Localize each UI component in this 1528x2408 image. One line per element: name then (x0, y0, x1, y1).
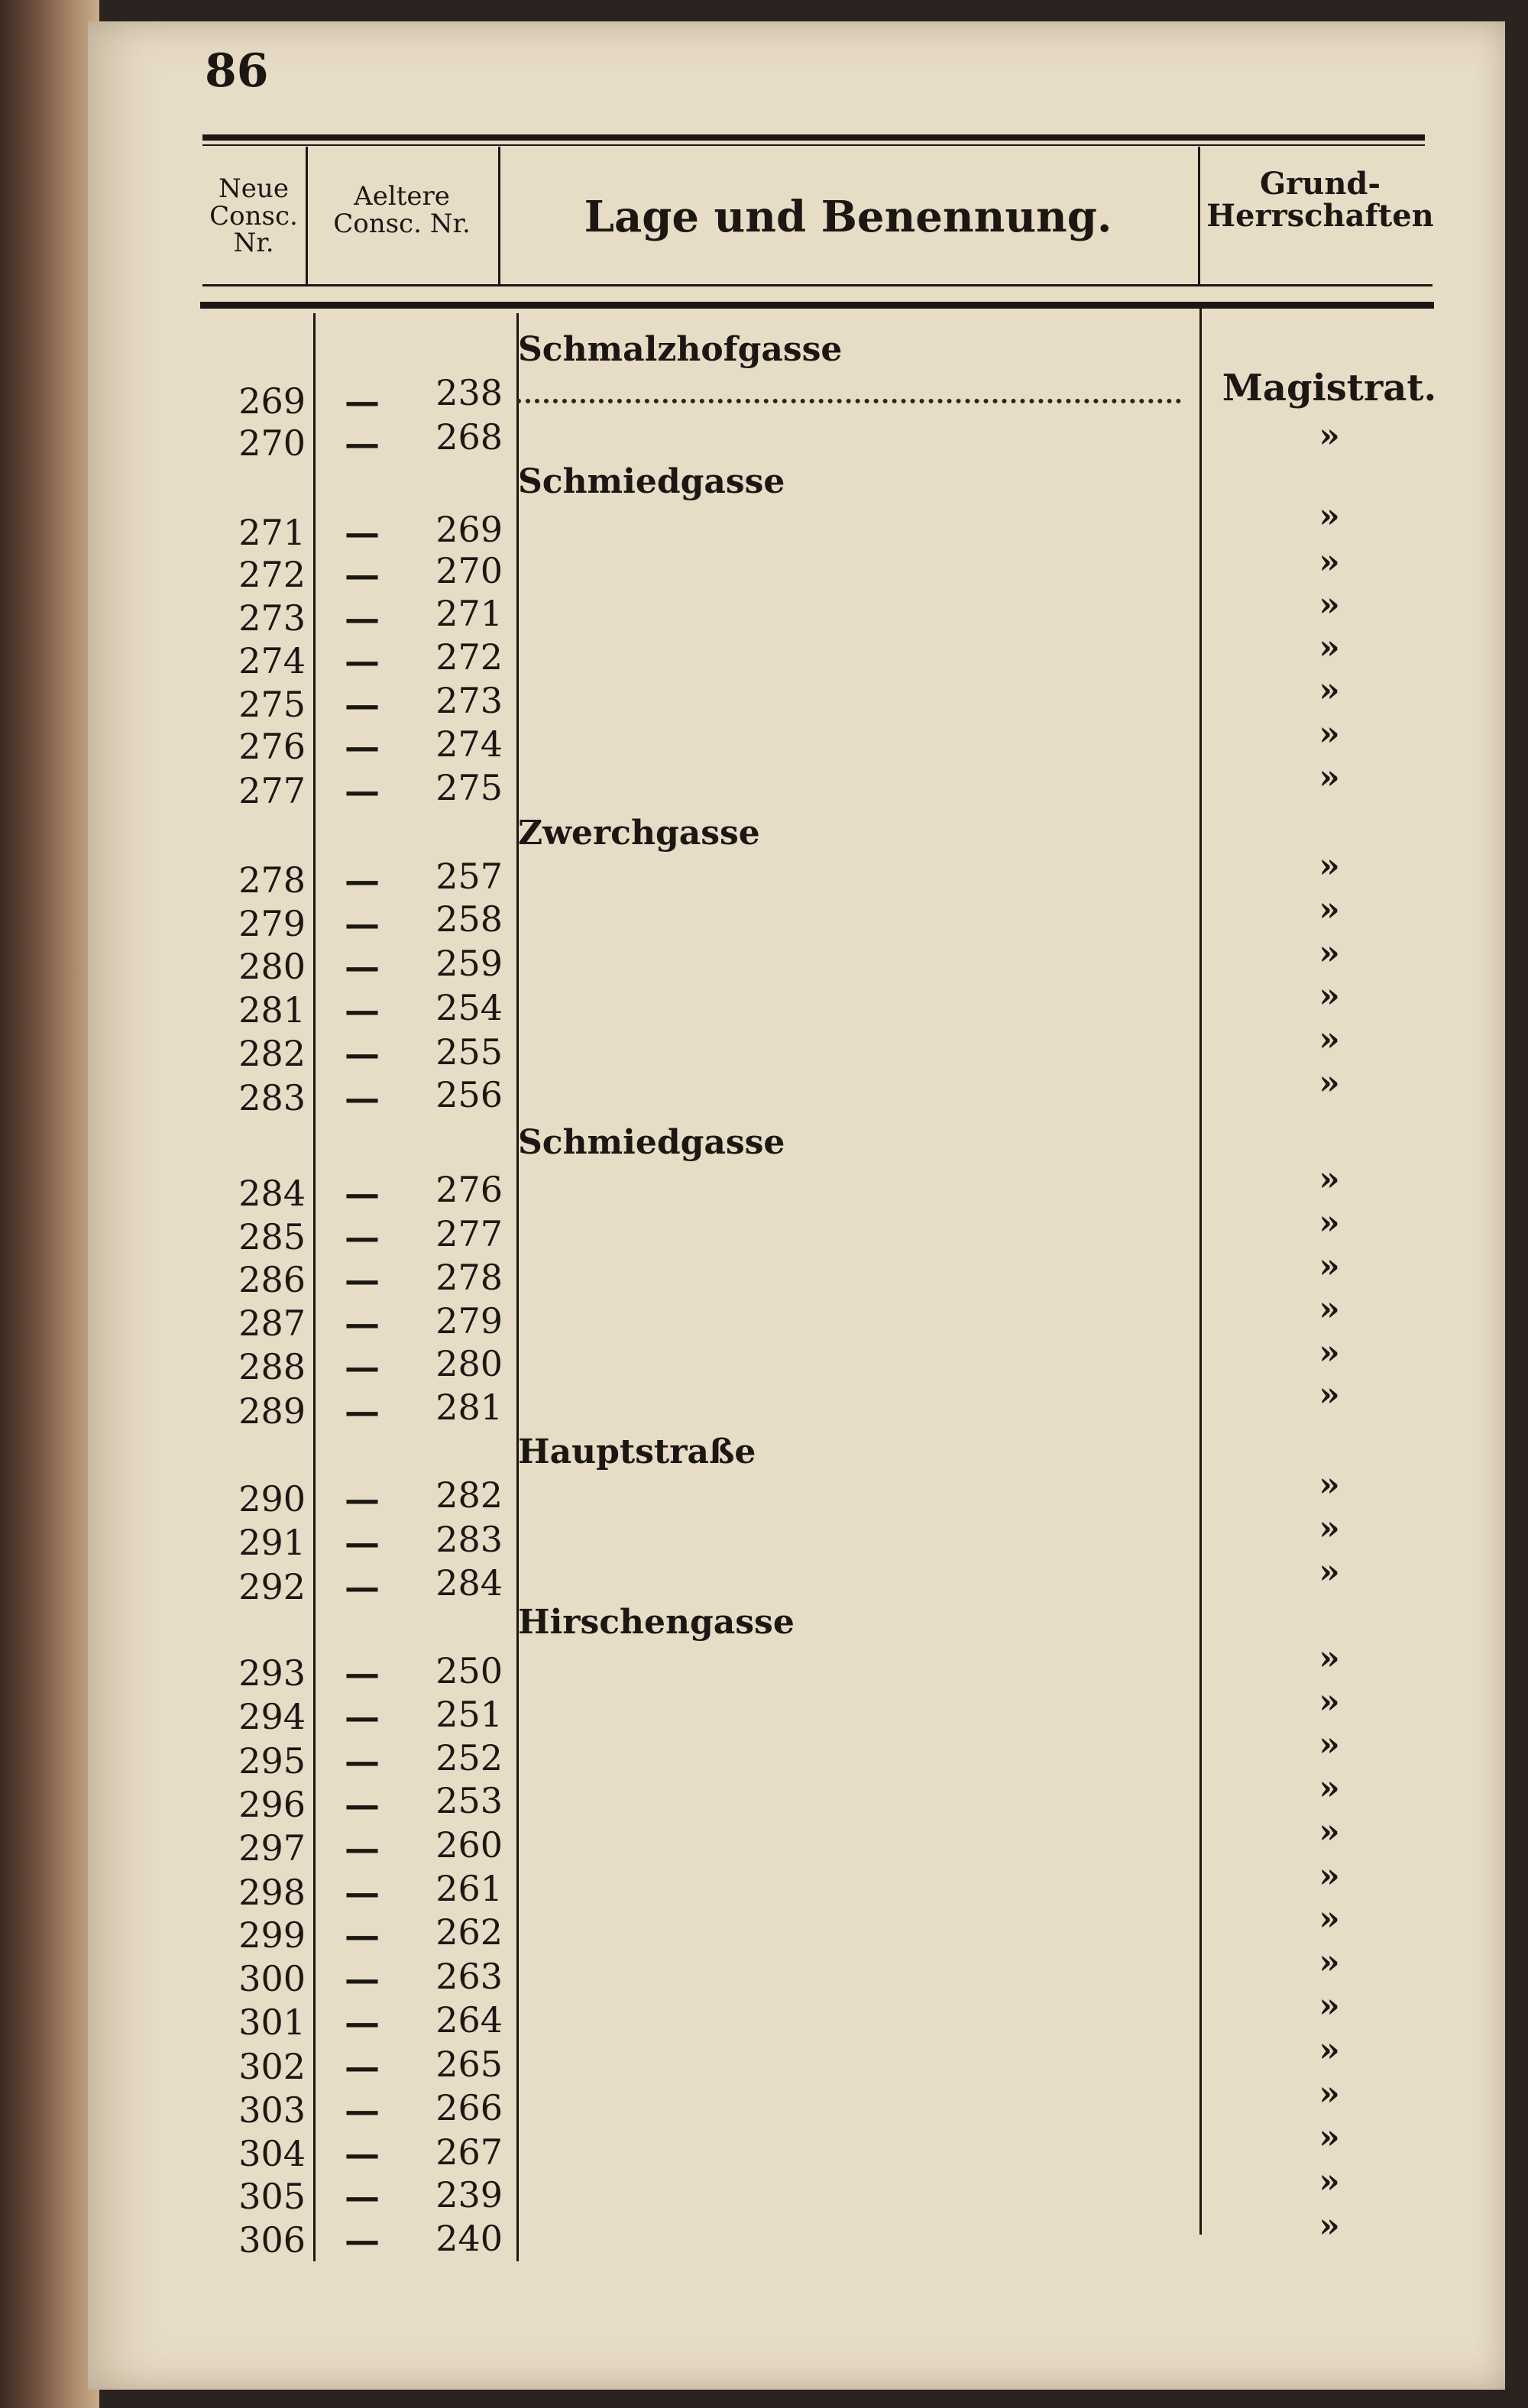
page-number: 86 (205, 44, 269, 98)
dash: — (345, 1478, 380, 1520)
neue-nr: 303 (238, 2089, 306, 2131)
neue-nr: 290 (238, 1478, 306, 1520)
dash: — (345, 859, 380, 901)
neue-nr: 289 (238, 1390, 306, 1432)
neue-nr: 291 (238, 1522, 306, 1563)
neue-nr: 299 (238, 1914, 306, 1956)
grundherrschaft: » (1319, 890, 1340, 929)
dash: — (345, 2133, 380, 2174)
grundherrschaft: » (1319, 542, 1340, 581)
dash: — (345, 1522, 380, 1563)
neue-nr: 305 (238, 2176, 306, 2217)
neue-nr: 278 (238, 859, 306, 901)
street-heading: Schmiedgasse (518, 462, 785, 501)
grundherrschaft: » (1319, 497, 1340, 536)
grundherrschaft: » (1319, 1682, 1340, 1721)
aeltere-nr: 267 (435, 2131, 503, 2173)
grundherrschaft: » (1319, 1856, 1340, 1895)
dash: — (345, 2089, 380, 2131)
grundherrschaft: » (1319, 2031, 1340, 2070)
grundherrschaft: » (1319, 1247, 1340, 1286)
column-line-2 (516, 313, 519, 2261)
leader-dots (516, 390, 1181, 403)
grundherrschaft: » (1319, 1769, 1340, 1808)
street-heading: Hauptstraße (518, 1432, 756, 1471)
grundherrschaft: » (1319, 628, 1340, 667)
header-sep-2 (498, 147, 500, 284)
dash: — (345, 1390, 380, 1432)
neue-nr: 286 (238, 1259, 306, 1300)
dash: — (345, 2046, 380, 2087)
neue-nr: 270 (238, 422, 306, 464)
aeltere-nr: 261 (435, 1868, 503, 1909)
aeltere-nr: 272 (435, 636, 503, 678)
dash: — (345, 2002, 380, 2043)
aeltere-nr: 260 (435, 1824, 503, 1866)
dash: — (345, 380, 380, 422)
grundherrschaft: » (1319, 1465, 1340, 1504)
aeltere-nr: 258 (435, 898, 503, 940)
aeltere-nr: 281 (435, 1387, 503, 1428)
dash: — (345, 684, 380, 725)
dash: — (345, 1784, 380, 1825)
grundherrschaft: » (1319, 934, 1340, 973)
dash: — (345, 422, 380, 464)
aeltere-nr: 275 (435, 767, 503, 808)
dash: — (345, 1259, 380, 1300)
neue-nr: 301 (238, 2002, 306, 2043)
dash: — (345, 1914, 380, 1956)
dash: — (345, 1827, 380, 1869)
neue-nr: 300 (238, 1958, 306, 1999)
neue-nr: 288 (238, 1346, 306, 1387)
aeltere-nr: 252 (435, 1737, 503, 1778)
grundherrschaft: » (1319, 416, 1340, 455)
grundherrschaft: » (1319, 976, 1340, 1015)
aeltere-nr: 263 (435, 1956, 503, 1997)
dash: — (345, 2219, 380, 2261)
street-heading: Zwerchgasse (518, 814, 760, 853)
neue-nr: 273 (238, 597, 306, 639)
grundherrschaft: » (1319, 671, 1340, 710)
neue-nr: 285 (238, 1216, 306, 1257)
header-neue-consc-nr: Neue Consc. Nr. (209, 173, 298, 259)
neue-nr: 274 (238, 640, 306, 681)
dash: — (345, 946, 380, 987)
dash: — (345, 1303, 380, 1344)
neue-nr: 296 (238, 1784, 306, 1825)
aeltere-nr: 278 (435, 1257, 503, 1298)
dash: — (345, 512, 380, 553)
neue-nr: 295 (238, 1740, 306, 1782)
aeltere-nr: 250 (435, 1650, 503, 1691)
header-sep-3 (1198, 147, 1200, 284)
dash: — (345, 597, 380, 639)
dash: — (345, 1173, 380, 1214)
aeltere-nr: 270 (435, 550, 503, 591)
neue-nr: 304 (238, 2133, 306, 2174)
aeltere-nr: 276 (435, 1169, 503, 1210)
aeltere-nr: 273 (435, 680, 503, 721)
aeltere-nr: 271 (435, 593, 503, 634)
grundherrschaft: » (1319, 2074, 1340, 2113)
dash: — (345, 1566, 380, 1607)
header-top-rule (202, 134, 1425, 141)
dash: — (345, 770, 380, 811)
grundherrschaft: » (1319, 1725, 1340, 1764)
dash: — (345, 726, 380, 767)
grundherrschaft: » (1319, 1899, 1340, 1938)
aeltere-nr: 262 (435, 1911, 503, 1953)
dash: — (345, 1872, 380, 1913)
dash: — (345, 1958, 380, 1999)
aeltere-nr: 266 (435, 2087, 503, 2128)
grundherrschaft: » (1319, 714, 1340, 753)
neue-nr: 271 (238, 512, 306, 553)
street-heading: Schmalzhofgasse (518, 330, 843, 369)
aeltere-nr: 284 (435, 1562, 503, 1604)
grundherrschaft: » (1319, 1160, 1340, 1199)
grundherrschaft: » (1319, 1020, 1340, 1059)
grundherrschaft: » (1319, 1290, 1340, 1329)
aeltere-nr: 251 (435, 1694, 503, 1735)
grundherrschaft: » (1319, 2206, 1340, 2245)
neue-nr: 297 (238, 1827, 306, 1869)
grundherrschaft: » (1319, 585, 1340, 624)
neue-nr: 280 (238, 946, 306, 987)
aeltere-nr: 274 (435, 723, 503, 765)
neue-nr: 279 (238, 903, 306, 944)
book-spine (0, 0, 99, 2408)
neue-nr: 306 (238, 2219, 306, 2261)
dash: — (345, 640, 380, 681)
header-aeltere-consc-nr: Aeltere Consc. Nr. (333, 181, 471, 239)
grundherrschaft: » (1319, 2162, 1340, 2201)
grundherrschaft: » (1319, 1063, 1340, 1102)
aeltere-nr: 238 (435, 372, 503, 413)
header-sep-1 (306, 147, 308, 284)
column-line-1 (313, 313, 316, 2261)
aeltere-nr: 255 (435, 1031, 503, 1073)
grundherrschaft: » (1319, 1639, 1340, 1678)
neue-nr: 294 (238, 1696, 306, 1737)
header-lage-und-benennung: Lage und Benennung. (584, 192, 1112, 242)
neue-nr: 283 (238, 1077, 306, 1118)
neue-nr: 293 (238, 1652, 306, 1694)
neue-nr: 276 (238, 726, 306, 767)
dash: — (345, 1033, 380, 1074)
grundherrschaft: » (1319, 1552, 1340, 1591)
grundherrschaft: » (1319, 846, 1340, 885)
grundherrschaft: » (1319, 1986, 1340, 2025)
dash: — (345, 2176, 380, 2217)
neue-nr: 282 (238, 1033, 306, 1074)
grundherrschaft: » (1319, 1333, 1340, 1372)
neue-nr: 269 (238, 380, 306, 422)
aeltere-nr: 256 (435, 1074, 503, 1115)
neue-nr: 272 (238, 554, 306, 595)
column-line-3 (1199, 302, 1202, 2235)
aeltere-nr: 280 (435, 1343, 503, 1384)
grundherrschaft: Magistrat. (1222, 367, 1437, 409)
aeltere-nr: 259 (435, 943, 503, 984)
header-top-thin-rule (202, 144, 1425, 146)
neue-nr: 281 (238, 989, 306, 1031)
dash: — (345, 554, 380, 595)
dash: — (345, 1077, 380, 1118)
neue-nr: 298 (238, 1872, 306, 1913)
aeltere-nr: 268 (435, 416, 503, 458)
neue-nr: 275 (238, 684, 306, 725)
grundherrschaft: » (1319, 2118, 1340, 2157)
aeltere-nr: 283 (435, 1519, 503, 1560)
neue-nr: 302 (238, 2046, 306, 2087)
aeltere-nr: 282 (435, 1474, 503, 1516)
aeltere-nr: 269 (435, 509, 503, 550)
aeltere-nr: 254 (435, 987, 503, 1028)
header-grundherrschaften: Grund-Herrschaften (1206, 166, 1434, 234)
street-heading: Schmiedgasse (518, 1123, 785, 1162)
dash: — (345, 903, 380, 944)
dash: — (345, 1346, 380, 1387)
header-bottom-thick-rule (200, 302, 1434, 309)
dash: — (345, 1740, 380, 1782)
header-bottom-rule (202, 284, 1432, 286)
aeltere-nr: 265 (435, 2044, 503, 2085)
grundherrschaft: » (1319, 1943, 1340, 1982)
neue-nr: 287 (238, 1303, 306, 1344)
grundherrschaft: » (1319, 758, 1340, 797)
dash: — (345, 1216, 380, 1257)
neue-nr: 292 (238, 1566, 306, 1607)
dash: — (345, 1652, 380, 1694)
grundherrschaft: » (1319, 1203, 1340, 1242)
grundherrschaft: » (1319, 1812, 1340, 1851)
dash: — (345, 989, 380, 1031)
aeltere-nr: 264 (435, 1999, 503, 2041)
neue-nr: 277 (238, 770, 306, 811)
grundherrschaft: » (1319, 1375, 1340, 1414)
aeltere-nr: 277 (435, 1213, 503, 1254)
aeltere-nr: 240 (435, 2218, 503, 2259)
aeltere-nr: 257 (435, 856, 503, 897)
dash: — (345, 1696, 380, 1737)
neue-nr: 284 (238, 1173, 306, 1214)
street-heading: Hirschengasse (518, 1603, 795, 1642)
aeltere-nr: 239 (435, 2174, 503, 2215)
aeltere-nr: 253 (435, 1780, 503, 1821)
grundherrschaft: » (1319, 1509, 1340, 1548)
aeltere-nr: 279 (435, 1300, 503, 1342)
